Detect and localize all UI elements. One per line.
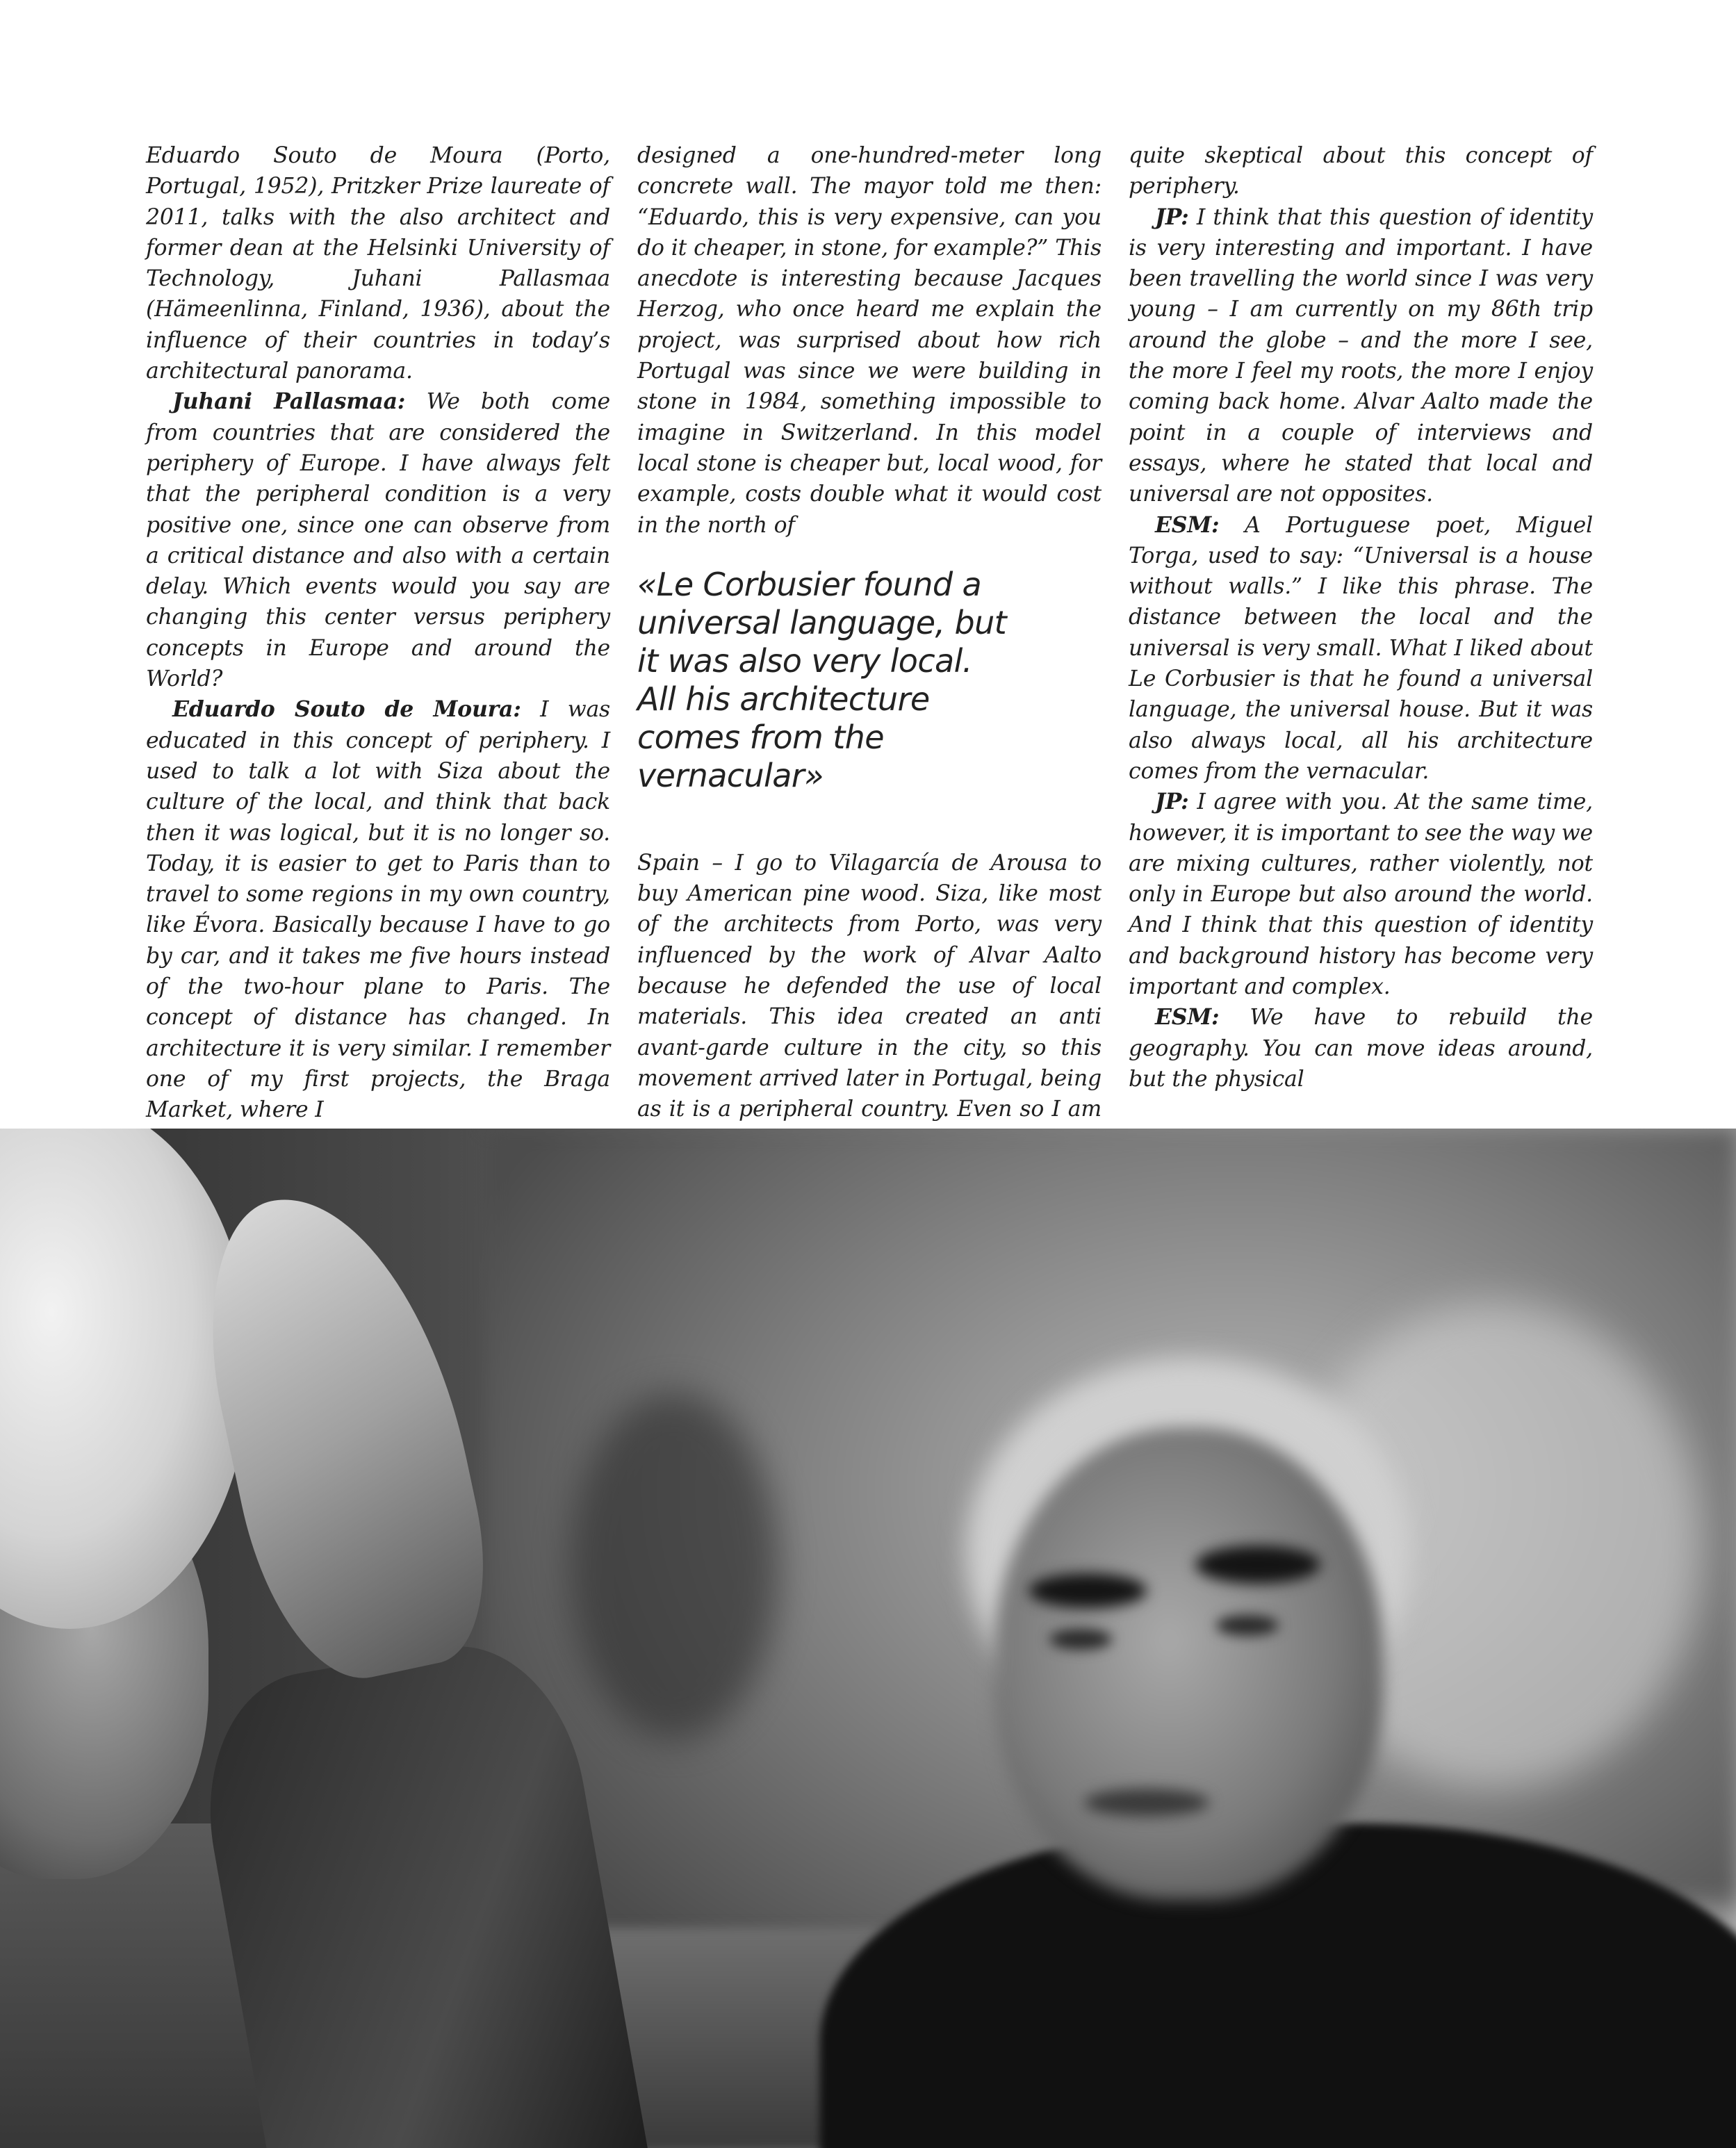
text-column-2 bbox=[637, 140, 1102, 1156]
interview-paragraph bbox=[1129, 202, 1593, 510]
paragraph-text: Spain – I go to Vilagarcía de Arousa to buy American pine wood. Siza, like most of the architects from Porto, was very influenced by the work of Alvar Aalto because he defended the use of local materials. This idea created an anti avant-garde culture in the city, so this movement arrived later in Portugal, being as it is a peripheral country. Even so I am bbox=[637, 850, 1102, 1122]
speaker-name: Juhani Pallasmaa: bbox=[172, 388, 406, 415]
paragraph-text: I was educated in this concept of periphery. I used to talk a lot with Siza about the culture of the local, and think that back then it was logical, but it is no longer so. Today, it is easier to get to Paris than to travel to some regions in my own country, like Évora. Basically because I have to go by car, and it takes me five hours instead of the two-hour plane to Paris. The concept of distance has changed. In architecture it is very similar. I remember one of my first projects, the Braga Market, where I bbox=[146, 697, 610, 1123]
interviewee-face bbox=[994, 1427, 1383, 1900]
paragraph-text: I agree with you. At the same time, however, it is important to see the way we are mixing cultures, rather violently, not only in Europe but also around the world. And I think that this question of identity and background history has become very important and complex. bbox=[1129, 789, 1593, 1000]
interview-paragraph bbox=[1129, 787, 1593, 1002]
interviewee-brow bbox=[1029, 1573, 1147, 1608]
interviewee-brow bbox=[1195, 1546, 1320, 1584]
paragraph-text: I think that this question of identity is very interesting and important. I have been travelling the world since I was very young – I am currently on my 86th trip around the globe – and the more I see, the more I feel my roots, the more I enjoy coming back home. Alvar Aalto made the point in a couple of interviews and essays, where he stated that local and universal are not opposites. bbox=[1129, 204, 1593, 507]
interviewee-mouth bbox=[1084, 1789, 1209, 1817]
interview-paragraph bbox=[1129, 1002, 1593, 1095]
foreground-hand bbox=[181, 1172, 507, 1696]
paragraph-text: quite skeptical about this concept of periphery. bbox=[1129, 143, 1593, 199]
paragraph-text: We both come from countries that are considered the periphery of Europe. I have always felt that the peripheral condition is a very positive one, since one can observe from a critical distance and also with a certain delay. Which events would you say are changing this center versus periphery concepts in Europe and around the World? bbox=[146, 389, 610, 692]
interview-paragraph bbox=[1129, 510, 1593, 787]
interviewee-eye bbox=[1049, 1629, 1112, 1650]
interview-paragraph bbox=[146, 694, 610, 1125]
interviewee-eye bbox=[1216, 1615, 1279, 1636]
speaker-name: JP: bbox=[1155, 204, 1189, 230]
photo-background-shadow bbox=[570, 1393, 778, 1740]
paragraph-text: We have to rebuild the geography. You can move ideas around, but the physical bbox=[1129, 1005, 1593, 1092]
speaker-name: JP: bbox=[1155, 789, 1189, 815]
pull-quote: «Le Corbusier found a universal language, but it was also very local. All his architecture comes from the vernacular» bbox=[637, 565, 1007, 794]
text-column-3 bbox=[1129, 140, 1593, 1095]
speaker-name: Eduardo Souto de Moura: bbox=[172, 696, 521, 723]
speaker-name: ESM: bbox=[1155, 511, 1220, 538]
speaker-name: ESM: bbox=[1155, 1004, 1220, 1031]
text-column-1 bbox=[146, 140, 610, 1126]
paragraph-text: designed a one-hundred-meter long concrete wall. The mayor told me then: “Eduardo, this is very expensive, can you do it cheaper, in stone, for example?” This anecdote is interesting because Jacques Herzog, who once heard me explain the project, was surprised about how rich Portugal was since we were building in stone in 1984, something impossible to imagine in Switzerland. In this model local stone is cheaper but, local wood, for example, costs double what it would cost in the north of bbox=[637, 143, 1102, 538]
foreground-hair bbox=[0, 1129, 250, 1629]
interview-paragraph bbox=[146, 386, 610, 694]
interview-photo bbox=[0, 1129, 1736, 2148]
intro-paragraph: Eduardo Souto de Moura (Porto, Portugal, 1952), Pritzker Prize laureate of 2011, talks with the also architect and former dean at the Helsinki University of Technology, Juhani Pallasmaa (Hämeenlinna, Finland, 1936), about the influence of their countries in today’s architectural panorama. bbox=[146, 143, 610, 384]
paragraph-text: A Portuguese poet, Miguel Torga, used to say: “Universal is a house without walls.” I like this phrase. The distance between the local and the universal is very small. What I liked about Le Corbusier is that he found a universal language, the universal house. But it was also always local, all his architecture comes from the vernacular. bbox=[1129, 512, 1593, 784]
